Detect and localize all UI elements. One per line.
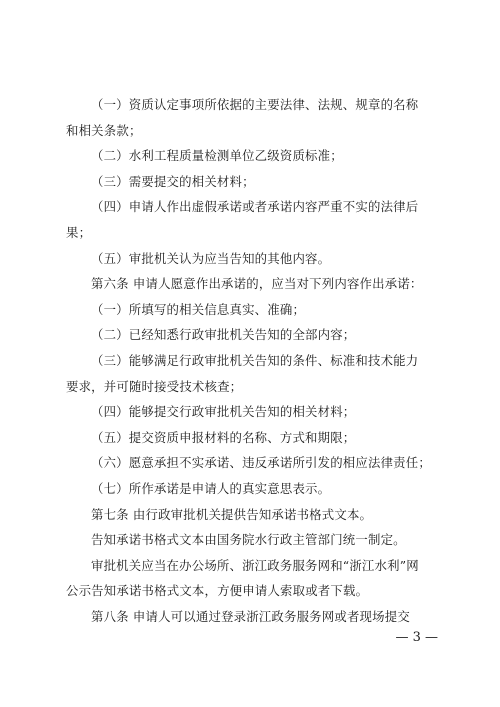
text-line: （五）提交资质申报材料的名称、方式和期限； bbox=[91, 429, 356, 445]
text-line: 果； bbox=[66, 224, 92, 240]
text-line: （二）水利工程质量检测单位乙级资质标准； bbox=[91, 148, 343, 164]
text-line: （一）所填写的相关信息真实、准确； bbox=[91, 301, 306, 317]
text-line: （六）愿意承担不实承诺、违反承诺所引发的相应法律责任； bbox=[91, 455, 431, 471]
text-line: （四）申请人作出虚假承诺或者承诺内容严重不实的法律后 bbox=[91, 199, 419, 215]
text-line: （二）已经知悉行政审批机关告知的全部内容； bbox=[91, 327, 356, 343]
text-line: 要求，并可随时接受技术核查； bbox=[66, 378, 243, 394]
text-line: （三）需要提交的相关材料； bbox=[91, 173, 255, 189]
document-body bbox=[66, 92, 438, 629]
text-line: 和相关条款； bbox=[66, 122, 142, 138]
text-line: 审批机关应当在办公场所、浙江政务服务网和“浙江水利”网 bbox=[91, 557, 419, 573]
text-line: 第八条 申请人可以通过登录浙江政务服务网或者现场提交 bbox=[91, 608, 410, 624]
text-line: 第六条 申请人愿意作出承诺的，应当对下列内容作出承诺： bbox=[91, 276, 423, 292]
text-line: （三）能够满足行政审批机关告知的条件、标准和技术能力 bbox=[91, 352, 419, 368]
page-number: — 3 — bbox=[395, 630, 438, 645]
text-line: 告知承诺书格式文本由国务院水行政主管部门统一制定。 bbox=[91, 532, 406, 548]
text-line: （七）所作承诺是申请人的真实意思表示。 bbox=[91, 480, 331, 496]
text-line: 公示告知承诺书格式文本，方便申请人索取或者下载。 bbox=[66, 583, 369, 599]
text-line: （五）审批机关认为应当告知的其他内容。 bbox=[91, 250, 331, 266]
text-line: （一）资质认定事项所依据的主要法律、法规、规章的名称 bbox=[91, 97, 419, 112]
text-line: 第七条 由行政审批机关提供告知承诺书格式文本。 bbox=[91, 506, 373, 522]
text-line: （四）能够提交行政审批机关告知的相关材料； bbox=[91, 404, 356, 420]
